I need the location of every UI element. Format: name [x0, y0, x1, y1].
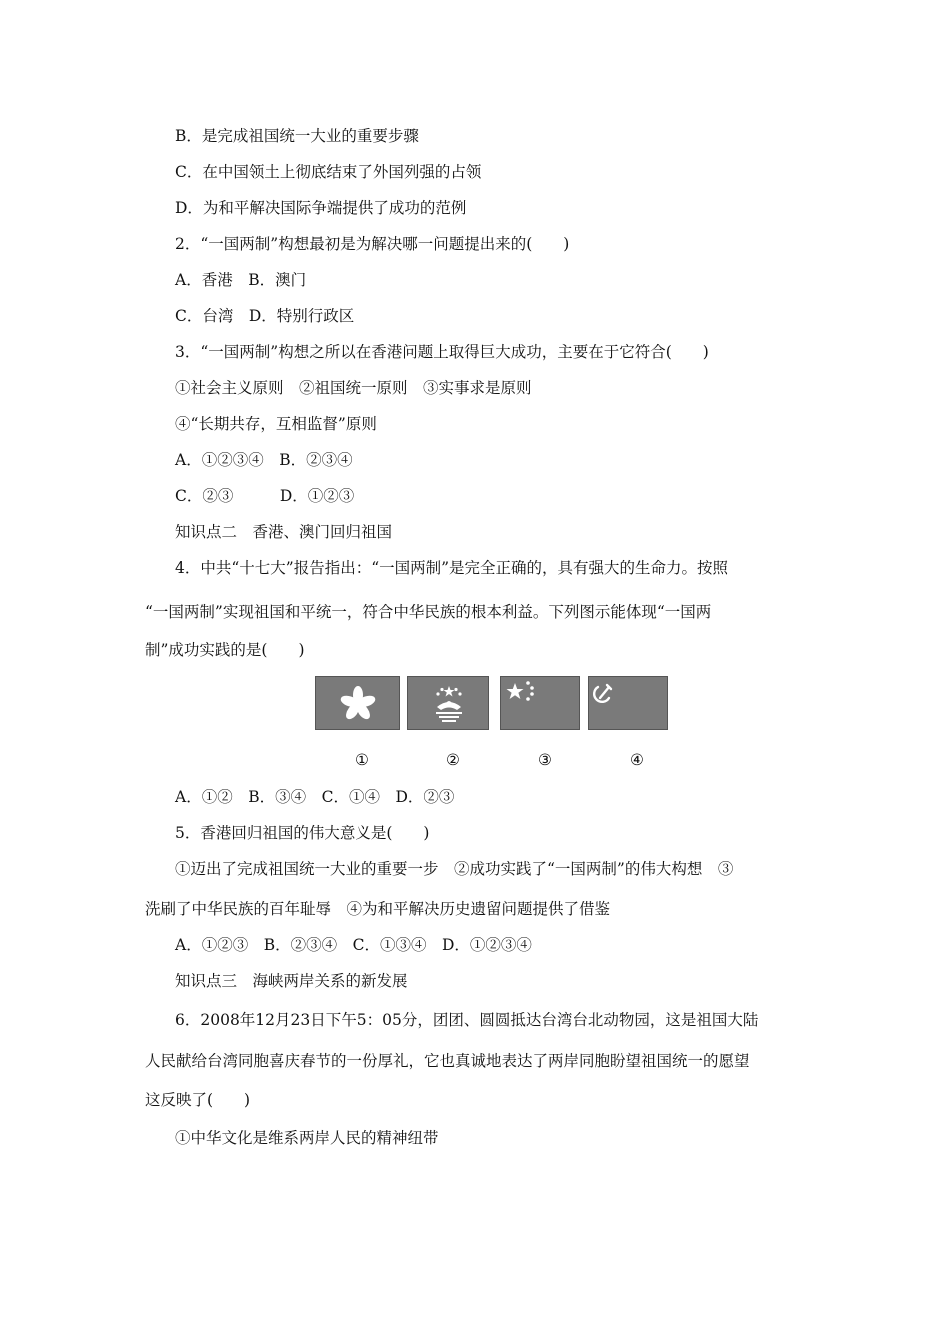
question-4-line-3: 制”成功实践的是( ): [145, 641, 305, 659]
flag-label-3: ③: [538, 751, 552, 769]
option-b: B．是完成祖国统一大业的重要步骤: [175, 127, 419, 145]
q4-options: A．①② B．③④ C．①④ D．②③: [175, 788, 455, 806]
section-heading-2: 知识点二 香港、澳门回归祖国: [175, 523, 393, 541]
q5-options: A．①②③ B．②③④ C．①③④ D．①②③④: [175, 936, 532, 954]
section-heading-3: 知识点三 海峡两岸关系的新发展: [175, 972, 408, 990]
hong-kong-flag-icon: [315, 676, 400, 730]
question-6-line-1: 6．2008年12月23日下午5：05分，团团、圆圆抵达台湾台北动物园，这是祖国大陆: [175, 1011, 759, 1029]
flag-label-2: ②: [446, 751, 460, 769]
flag-figures: [315, 676, 675, 732]
q6-statement-1: ①中华文化是维系两岸人民的精神纽带: [175, 1129, 439, 1147]
macau-flag-icon: [407, 676, 489, 730]
q3-options-ab: A．①②③④ B．②③④: [175, 451, 353, 469]
question-3: 3．“一国两制”构想之所以在香港问题上取得巨大成功，主要在于它符合( ): [175, 343, 709, 361]
question-4-line-2: “一国两制”实现祖国和平统一，符合中华民族的根本利益。下列图示能体现“一国两: [145, 603, 712, 621]
question-6-line-3: 这反映了( ): [145, 1091, 251, 1109]
option-d: D．为和平解决国际争端提供了成功的范例: [175, 199, 467, 217]
q3-statements-1: ①社会主义原则 ②祖国统一原则 ③实事求是原则: [175, 379, 532, 397]
question-5: 5．香港回归祖国的伟大意义是( ): [175, 824, 430, 842]
party-flag-icon: [588, 676, 668, 730]
flag-label-1: ①: [355, 751, 369, 769]
question-6-line-2: 人民献给台湾同胞喜庆春节的一份厚礼，它也真诚地表达了两岸同胞盼望祖国统一的愿望: [145, 1052, 750, 1070]
q2-options-cd: C．台湾 D．特别行政区: [175, 307, 355, 325]
q5-statements-2: 洗刷了中华民族的百年耻辱 ④为和平解决历史遗留问题提供了借鉴: [145, 900, 611, 918]
flag-label-4: ④: [630, 751, 644, 769]
q2-options-ab: A．香港 B．澳门: [175, 271, 307, 289]
china-flag-icon: [500, 676, 580, 730]
option-c: C．在中国领土上彻底结束了外国列强的占领: [175, 163, 482, 181]
question-2: 2．“一国两制”构想最初是为解决哪一问题提出来的( ): [175, 235, 570, 253]
q3-statements-2: ④“长期共存，互相监督”原则: [175, 415, 377, 433]
q5-statements-1: ①迈出了完成祖国统一大业的重要一步 ②成功实践了“一国两制”的伟大构想 ③: [175, 860, 734, 878]
question-4-line-1: 4．中共“十七大”报告指出：“一国两制”是完全正确的，具有强大的生命力。按照: [175, 559, 729, 577]
q3-options-cd: C．②③ D．①②③: [175, 487, 355, 505]
